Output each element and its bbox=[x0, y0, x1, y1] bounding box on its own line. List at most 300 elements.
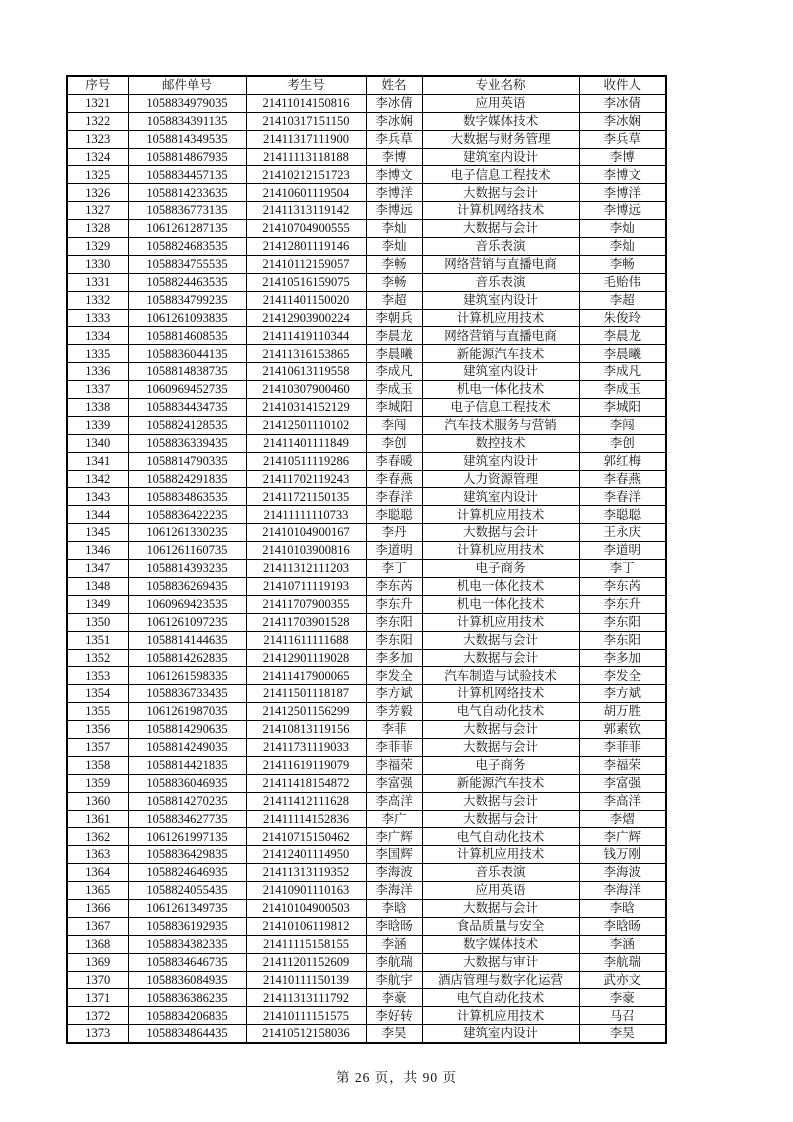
table-row bbox=[67, 399, 666, 417]
cell-recipient: 胡万胜 bbox=[579, 703, 666, 721]
cell-name: 李晗 bbox=[366, 899, 422, 917]
cell-examinee-number: 21410104900167 bbox=[246, 524, 366, 542]
cell-examinee-number: 21411316153865 bbox=[246, 345, 366, 363]
table-row bbox=[67, 917, 666, 935]
table-row bbox=[67, 238, 666, 256]
table-row bbox=[67, 703, 666, 721]
cell-serial-number: 1337 bbox=[67, 381, 128, 399]
cell-name: 李航瑞 bbox=[366, 953, 422, 971]
table-header-row bbox=[67, 76, 666, 94]
cell-mail-number: 1058824128535 bbox=[128, 416, 246, 434]
cell-examinee-number: 21410103900816 bbox=[246, 542, 366, 560]
table-row bbox=[67, 1007, 666, 1025]
cell-serial-number: 1348 bbox=[67, 577, 128, 595]
cell-examinee-number: 21410813119156 bbox=[246, 721, 366, 739]
table-row bbox=[67, 846, 666, 864]
cell-recipient: 李灿 bbox=[579, 220, 666, 238]
cell-mail-number: 1058814867935 bbox=[128, 148, 246, 166]
cell-serial-number: 1331 bbox=[67, 273, 128, 291]
cell-examinee-number: 21411313119142 bbox=[246, 202, 366, 220]
cell-recipient: 李博洋 bbox=[579, 184, 666, 202]
header-serial-number: 序号 bbox=[67, 76, 128, 94]
cell-mail-number: 1058836386235 bbox=[128, 989, 246, 1007]
cell-name: 李东升 bbox=[366, 595, 422, 613]
cell-mail-number: 1061261330235 bbox=[128, 524, 246, 542]
cell-mail-number: 1058824683535 bbox=[128, 238, 246, 256]
cell-major-name: 机电一体化技术 bbox=[422, 577, 579, 595]
cell-major-name: 电气自动化技术 bbox=[422, 828, 579, 846]
cell-mail-number: 1058814790335 bbox=[128, 452, 246, 470]
cell-recipient: 李博 bbox=[579, 148, 666, 166]
cell-recipient: 李冰娴 bbox=[579, 112, 666, 130]
cell-mail-number: 1058834206835 bbox=[128, 1007, 246, 1025]
header-recipient: 收件人 bbox=[579, 76, 666, 94]
cell-recipient: 李晨龙 bbox=[579, 327, 666, 345]
cell-serial-number: 1369 bbox=[67, 953, 128, 971]
cell-examinee-number: 21410307900460 bbox=[246, 381, 366, 399]
cell-serial-number: 1342 bbox=[67, 470, 128, 488]
cell-name: 李菲 bbox=[366, 721, 422, 739]
cell-major-name: 大数据与会计 bbox=[422, 631, 579, 649]
cell-recipient: 李博文 bbox=[579, 166, 666, 184]
table-row bbox=[67, 864, 666, 882]
cell-examinee-number: 21410112159057 bbox=[246, 255, 366, 273]
table-row bbox=[67, 810, 666, 828]
cell-serial-number: 1332 bbox=[67, 291, 128, 309]
cell-name: 李豪 bbox=[366, 989, 422, 1007]
cell-mail-number: 1058814421835 bbox=[128, 756, 246, 774]
table-row bbox=[67, 327, 666, 345]
cell-major-name: 大数据与会计 bbox=[422, 524, 579, 542]
cell-mail-number: 1058836084935 bbox=[128, 971, 246, 989]
cell-name: 李春暖 bbox=[366, 452, 422, 470]
header-major-name: 专业名称 bbox=[422, 76, 579, 94]
cell-name: 李晗旸 bbox=[366, 917, 422, 935]
cell-examinee-number: 21411619119079 bbox=[246, 756, 366, 774]
cell-recipient: 李博远 bbox=[579, 202, 666, 220]
cell-name: 李东阳 bbox=[366, 631, 422, 649]
cell-recipient: 李熠 bbox=[579, 810, 666, 828]
cell-examinee-number: 21411731119033 bbox=[246, 738, 366, 756]
cell-examinee-number: 21410104900503 bbox=[246, 899, 366, 917]
cell-major-name: 数字媒体技术 bbox=[422, 112, 579, 130]
cell-examinee-number: 21411313119352 bbox=[246, 864, 366, 882]
cell-mail-number: 1058814393235 bbox=[128, 560, 246, 578]
table-row bbox=[67, 381, 666, 399]
cell-serial-number: 1328 bbox=[67, 220, 128, 238]
cell-name: 李超 bbox=[366, 291, 422, 309]
cell-mail-number: 1058834799235 bbox=[128, 291, 246, 309]
cell-mail-number: 1058824646935 bbox=[128, 864, 246, 882]
cell-major-name: 电子商务 bbox=[422, 560, 579, 578]
table-row bbox=[67, 577, 666, 595]
cell-examinee-number: 21411412111628 bbox=[246, 792, 366, 810]
cell-major-name: 数字媒体技术 bbox=[422, 935, 579, 953]
cell-name: 李昊 bbox=[366, 1025, 422, 1043]
cell-major-name: 应用英语 bbox=[422, 94, 579, 112]
cell-name: 李芳毅 bbox=[366, 703, 422, 721]
cell-recipient: 毛贻伟 bbox=[579, 273, 666, 291]
cell-mail-number: 1058836044135 bbox=[128, 345, 246, 363]
cell-examinee-number: 21411611111688 bbox=[246, 631, 366, 649]
cell-examinee-number: 21410613119558 bbox=[246, 363, 366, 381]
cell-major-name: 电子信息工程技术 bbox=[422, 166, 579, 184]
cell-recipient: 李东阳 bbox=[579, 613, 666, 631]
cell-examinee-number: 21411703901528 bbox=[246, 613, 366, 631]
cell-major-name: 机电一体化技术 bbox=[422, 381, 579, 399]
cell-major-name: 大数据与会计 bbox=[422, 738, 579, 756]
cell-examinee-number: 21411702119243 bbox=[246, 470, 366, 488]
table-row bbox=[67, 899, 666, 917]
cell-recipient: 李多加 bbox=[579, 649, 666, 667]
cell-serial-number: 1325 bbox=[67, 166, 128, 184]
cell-major-name: 计算机应用技术 bbox=[422, 1007, 579, 1025]
cell-serial-number: 1368 bbox=[67, 935, 128, 953]
cell-serial-number: 1367 bbox=[67, 917, 128, 935]
cell-major-name: 大数据与会计 bbox=[422, 899, 579, 917]
cell-major-name: 大数据与会计 bbox=[422, 220, 579, 238]
cell-recipient: 李城阳 bbox=[579, 399, 666, 417]
cell-major-name: 建筑室内设计 bbox=[422, 363, 579, 381]
cell-name: 李道明 bbox=[366, 542, 422, 560]
cell-recipient: 李航瑞 bbox=[579, 953, 666, 971]
cell-serial-number: 1353 bbox=[67, 667, 128, 685]
cell-recipient: 李海洋 bbox=[579, 882, 666, 900]
table-row bbox=[67, 685, 666, 703]
table-row bbox=[67, 416, 666, 434]
cell-name: 李冰倩 bbox=[366, 94, 422, 112]
cell-mail-number: 1058814262835 bbox=[128, 649, 246, 667]
cell-mail-number: 1058836733435 bbox=[128, 685, 246, 703]
cell-major-name: 汽车制造与试验技术 bbox=[422, 667, 579, 685]
cell-serial-number: 1349 bbox=[67, 595, 128, 613]
header-mail-number: 邮件单号 bbox=[128, 76, 246, 94]
cell-serial-number: 1334 bbox=[67, 327, 128, 345]
cell-major-name: 计算机应用技术 bbox=[422, 506, 579, 524]
cell-name: 李博洋 bbox=[366, 184, 422, 202]
cell-recipient: 李东阳 bbox=[579, 631, 666, 649]
cell-recipient: 郭红梅 bbox=[579, 452, 666, 470]
table-row bbox=[67, 792, 666, 810]
cell-examinee-number: 21411111110733 bbox=[246, 506, 366, 524]
table-row bbox=[67, 721, 666, 739]
cell-name: 李涵 bbox=[366, 935, 422, 953]
table-row bbox=[67, 971, 666, 989]
table-row bbox=[67, 756, 666, 774]
cell-serial-number: 1340 bbox=[67, 434, 128, 452]
cell-serial-number: 1346 bbox=[67, 542, 128, 560]
cell-name: 李春洋 bbox=[366, 488, 422, 506]
cell-major-name: 大数据与会计 bbox=[422, 649, 579, 667]
cell-serial-number: 1360 bbox=[67, 792, 128, 810]
cell-examinee-number: 21410601119504 bbox=[246, 184, 366, 202]
cell-major-name: 电子信息工程技术 bbox=[422, 399, 579, 417]
cell-major-name: 音乐表演 bbox=[422, 273, 579, 291]
cell-serial-number: 1343 bbox=[67, 488, 128, 506]
cell-serial-number: 1365 bbox=[67, 882, 128, 900]
cell-recipient: 郭素钦 bbox=[579, 721, 666, 739]
cell-recipient: 李丁 bbox=[579, 560, 666, 578]
cell-examinee-number: 21411317111900 bbox=[246, 130, 366, 148]
cell-recipient: 马召 bbox=[579, 1007, 666, 1025]
cell-major-name: 建筑室内设计 bbox=[422, 452, 579, 470]
cell-recipient: 王永庆 bbox=[579, 524, 666, 542]
table-row bbox=[67, 273, 666, 291]
cell-serial-number: 1322 bbox=[67, 112, 128, 130]
cell-name: 李博文 bbox=[366, 166, 422, 184]
cell-examinee-number: 21411115158155 bbox=[246, 935, 366, 953]
cell-serial-number: 1323 bbox=[67, 130, 128, 148]
cell-name: 李方斌 bbox=[366, 685, 422, 703]
table-row bbox=[67, 470, 666, 488]
cell-major-name: 计算机应用技术 bbox=[422, 613, 579, 631]
table-row bbox=[67, 738, 666, 756]
table-row bbox=[67, 667, 666, 685]
table-row bbox=[67, 363, 666, 381]
cell-name: 李多加 bbox=[366, 649, 422, 667]
cell-mail-number: 1058814349535 bbox=[128, 130, 246, 148]
cell-major-name: 建筑室内设计 bbox=[422, 291, 579, 309]
cell-mail-number: 1058834864435 bbox=[128, 1025, 246, 1043]
cell-name: 李成玉 bbox=[366, 381, 422, 399]
cell-recipient: 李广辉 bbox=[579, 828, 666, 846]
cell-examinee-number: 21411114152836 bbox=[246, 810, 366, 828]
cell-major-name: 计算机应用技术 bbox=[422, 846, 579, 864]
table-row bbox=[67, 184, 666, 202]
cell-examinee-number: 21411014150816 bbox=[246, 94, 366, 112]
table-row bbox=[67, 130, 666, 148]
cell-serial-number: 1339 bbox=[67, 416, 128, 434]
cell-recipient: 李成玉 bbox=[579, 381, 666, 399]
cell-examinee-number: 21411501118187 bbox=[246, 685, 366, 703]
cell-mail-number: 1061261160735 bbox=[128, 542, 246, 560]
cell-mail-number: 1058834863535 bbox=[128, 488, 246, 506]
cell-examinee-number: 21411401150020 bbox=[246, 291, 366, 309]
table-row bbox=[67, 220, 666, 238]
cell-name: 李丹 bbox=[366, 524, 422, 542]
cell-major-name: 大数据与会计 bbox=[422, 184, 579, 202]
cell-serial-number: 1372 bbox=[67, 1007, 128, 1025]
cell-major-name: 大数据与财务管理 bbox=[422, 130, 579, 148]
cell-recipient: 李福荣 bbox=[579, 756, 666, 774]
cell-mail-number: 1058824055435 bbox=[128, 882, 246, 900]
cell-serial-number: 1371 bbox=[67, 989, 128, 1007]
cell-examinee-number: 21410901110163 bbox=[246, 882, 366, 900]
cell-mail-number: 1058814290635 bbox=[128, 721, 246, 739]
table-row bbox=[67, 882, 666, 900]
cell-examinee-number: 21411201152609 bbox=[246, 953, 366, 971]
table-row bbox=[67, 774, 666, 792]
cell-mail-number: 1058834646735 bbox=[128, 953, 246, 971]
table-row bbox=[67, 935, 666, 953]
cell-examinee-number: 21412801119146 bbox=[246, 238, 366, 256]
cell-mail-number: 1061261097235 bbox=[128, 613, 246, 631]
table-row bbox=[67, 595, 666, 613]
cell-recipient: 李春洋 bbox=[579, 488, 666, 506]
cell-name: 李菲菲 bbox=[366, 738, 422, 756]
cell-major-name: 音乐表演 bbox=[422, 238, 579, 256]
cell-name: 李聪聪 bbox=[366, 506, 422, 524]
cell-serial-number: 1363 bbox=[67, 846, 128, 864]
table-row bbox=[67, 542, 666, 560]
header-name: 姓名 bbox=[366, 76, 422, 94]
cell-name: 李国辉 bbox=[366, 846, 422, 864]
cell-recipient: 朱俊玲 bbox=[579, 309, 666, 327]
cell-major-name: 汽车技术服务与营销 bbox=[422, 416, 579, 434]
cell-mail-number: 1058834382335 bbox=[128, 935, 246, 953]
cell-recipient: 李涵 bbox=[579, 935, 666, 953]
cell-examinee-number: 21412501110102 bbox=[246, 416, 366, 434]
cell-examinee-number: 21411419110344 bbox=[246, 327, 366, 345]
cell-major-name: 食品质量与安全 bbox=[422, 917, 579, 935]
cell-serial-number: 1356 bbox=[67, 721, 128, 739]
cell-major-name: 人力资源管理 bbox=[422, 470, 579, 488]
cell-mail-number: 1058814249035 bbox=[128, 738, 246, 756]
cell-mail-number: 1058834391135 bbox=[128, 112, 246, 130]
cell-examinee-number: 21410111151575 bbox=[246, 1007, 366, 1025]
cell-name: 李广 bbox=[366, 810, 422, 828]
cell-major-name: 大数据与会计 bbox=[422, 721, 579, 739]
cell-mail-number: 1060969423535 bbox=[128, 595, 246, 613]
cell-serial-number: 1373 bbox=[67, 1025, 128, 1043]
cell-name: 李朝兵 bbox=[366, 309, 422, 327]
cell-serial-number: 1355 bbox=[67, 703, 128, 721]
cell-mail-number: 1061261987035 bbox=[128, 703, 246, 721]
cell-name: 李畅 bbox=[366, 273, 422, 291]
cell-name: 李好转 bbox=[366, 1007, 422, 1025]
cell-name: 李海洋 bbox=[366, 882, 422, 900]
cell-recipient: 李冰倩 bbox=[579, 94, 666, 112]
cell-name: 李冰娴 bbox=[366, 112, 422, 130]
cell-mail-number: 1058836429835 bbox=[128, 846, 246, 864]
cell-major-name: 大数据与会计 bbox=[422, 810, 579, 828]
table-row bbox=[67, 291, 666, 309]
cell-name: 李发全 bbox=[366, 667, 422, 685]
cell-name: 李富强 bbox=[366, 774, 422, 792]
cell-recipient: 李东芮 bbox=[579, 577, 666, 595]
cell-serial-number: 1358 bbox=[67, 756, 128, 774]
cell-examinee-number: 21411707900355 bbox=[246, 595, 366, 613]
cell-recipient: 李兵草 bbox=[579, 130, 666, 148]
cell-major-name: 建筑室内设计 bbox=[422, 488, 579, 506]
cell-examinee-number: 21410711119193 bbox=[246, 577, 366, 595]
cell-mail-number: 1060969452735 bbox=[128, 381, 246, 399]
cell-mail-number: 1058814270235 bbox=[128, 792, 246, 810]
table-row bbox=[67, 953, 666, 971]
cell-recipient: 李晗 bbox=[579, 899, 666, 917]
table-row bbox=[67, 613, 666, 631]
cell-serial-number: 1336 bbox=[67, 363, 128, 381]
cell-mail-number: 1058836422235 bbox=[128, 506, 246, 524]
cell-name: 李航宇 bbox=[366, 971, 422, 989]
table-row bbox=[67, 524, 666, 542]
table-row bbox=[67, 309, 666, 327]
cell-serial-number: 1354 bbox=[67, 685, 128, 703]
cell-mail-number: 1061261093835 bbox=[128, 309, 246, 327]
cell-examinee-number: 21411417900065 bbox=[246, 667, 366, 685]
cell-mail-number: 1058836773135 bbox=[128, 202, 246, 220]
cell-recipient: 李晨曦 bbox=[579, 345, 666, 363]
cell-name: 李灿 bbox=[366, 238, 422, 256]
cell-name: 李灿 bbox=[366, 220, 422, 238]
cell-name: 李晨曦 bbox=[366, 345, 422, 363]
cell-examinee-number: 21410704900555 bbox=[246, 220, 366, 238]
cell-serial-number: 1364 bbox=[67, 864, 128, 882]
cell-recipient: 李闯 bbox=[579, 416, 666, 434]
cell-examinee-number: 21410106119812 bbox=[246, 917, 366, 935]
cell-serial-number: 1324 bbox=[67, 148, 128, 166]
table-row bbox=[67, 828, 666, 846]
table-row bbox=[67, 345, 666, 363]
cell-examinee-number: 21410715150462 bbox=[246, 828, 366, 846]
cell-major-name: 网络营销与直播电商 bbox=[422, 327, 579, 345]
cell-major-name: 音乐表演 bbox=[422, 864, 579, 882]
cell-name: 李城阳 bbox=[366, 399, 422, 417]
cell-major-name: 大数据与会计 bbox=[422, 792, 579, 810]
table-row bbox=[67, 1025, 666, 1043]
cell-serial-number: 1335 bbox=[67, 345, 128, 363]
cell-examinee-number: 21410314152129 bbox=[246, 399, 366, 417]
cell-major-name: 网络营销与直播电商 bbox=[422, 255, 579, 273]
cell-recipient: 钱万刚 bbox=[579, 846, 666, 864]
cell-recipient: 李畅 bbox=[579, 255, 666, 273]
cell-examinee-number: 21410516159075 bbox=[246, 273, 366, 291]
table-row bbox=[67, 202, 666, 220]
cell-name: 李高洋 bbox=[366, 792, 422, 810]
cell-serial-number: 1341 bbox=[67, 452, 128, 470]
cell-major-name: 计算机网络技术 bbox=[422, 202, 579, 220]
cell-name: 李广辉 bbox=[366, 828, 422, 846]
cell-examinee-number: 21411721150135 bbox=[246, 488, 366, 506]
cell-mail-number: 1058836269435 bbox=[128, 577, 246, 595]
cell-mail-number: 1058814838735 bbox=[128, 363, 246, 381]
cell-serial-number: 1352 bbox=[67, 649, 128, 667]
cell-major-name: 电子商务 bbox=[422, 756, 579, 774]
cell-major-name: 计算机应用技术 bbox=[422, 309, 579, 327]
cell-recipient: 李豪 bbox=[579, 989, 666, 1007]
cell-mail-number: 1061261997135 bbox=[128, 828, 246, 846]
table-row bbox=[67, 506, 666, 524]
cell-recipient: 李方斌 bbox=[579, 685, 666, 703]
table-row bbox=[67, 452, 666, 470]
cell-mail-number: 1058834457135 bbox=[128, 166, 246, 184]
cell-serial-number: 1333 bbox=[67, 309, 128, 327]
cell-serial-number: 1366 bbox=[67, 899, 128, 917]
table-row bbox=[67, 989, 666, 1007]
cell-serial-number: 1338 bbox=[67, 399, 128, 417]
cell-mail-number: 1058834755535 bbox=[128, 255, 246, 273]
cell-serial-number: 1327 bbox=[67, 202, 128, 220]
header-examinee-number: 考生号 bbox=[246, 76, 366, 94]
cell-major-name: 机电一体化技术 bbox=[422, 595, 579, 613]
mail-roster-table bbox=[66, 75, 667, 1044]
table-row bbox=[67, 488, 666, 506]
table-row bbox=[67, 112, 666, 130]
cell-mail-number: 1058814144635 bbox=[128, 631, 246, 649]
cell-serial-number: 1344 bbox=[67, 506, 128, 524]
cell-mail-number: 1058814608535 bbox=[128, 327, 246, 345]
cell-major-name: 建筑室内设计 bbox=[422, 1025, 579, 1043]
cell-serial-number: 1350 bbox=[67, 613, 128, 631]
cell-examinee-number: 21410317151150 bbox=[246, 112, 366, 130]
cell-examinee-number: 21410111150139 bbox=[246, 971, 366, 989]
cell-recipient: 李春燕 bbox=[579, 470, 666, 488]
cell-major-name: 酒店管理与数字化运营 bbox=[422, 971, 579, 989]
cell-serial-number: 1351 bbox=[67, 631, 128, 649]
cell-mail-number: 1058824463535 bbox=[128, 273, 246, 291]
cell-mail-number: 1058836192935 bbox=[128, 917, 246, 935]
cell-serial-number: 1321 bbox=[67, 94, 128, 112]
